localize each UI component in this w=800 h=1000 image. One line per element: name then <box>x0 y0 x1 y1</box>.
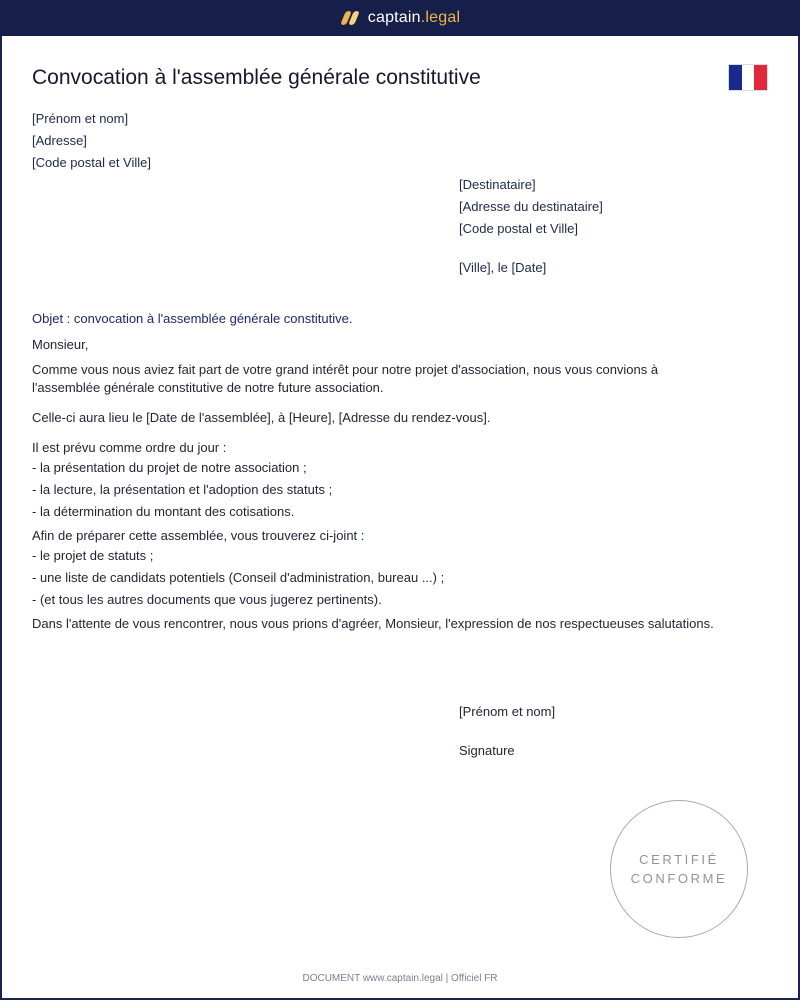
brand-tld: .legal <box>420 9 461 26</box>
brand-name: captain <box>367 9 421 26</box>
top-bar <box>0 0 800 36</box>
sender-block <box>32 108 151 174</box>
document-sheet <box>2 36 798 998</box>
document-title: Convocation à l'assemblée générale constitutive <box>32 66 481 89</box>
list-item: - (et tous les autres documents que vous jugerez pertinents). <box>32 592 382 607</box>
attachments-intro: Afin de préparer cette assemblée, vous trouverez ci-joint : <box>32 528 365 543</box>
agenda-intro: Il est prévu comme ordre du jour : <box>32 440 227 455</box>
list-item: - une liste de candidats potentiels (Conseil d'administration, bureau ...) ; <box>32 570 445 585</box>
sender-address: [Adresse] <box>32 133 87 148</box>
signoff-name: [Prénom et nom] <box>459 704 556 719</box>
flag-white-band <box>742 65 755 90</box>
letter-body <box>32 310 722 645</box>
salutation: Monsieur, <box>32 337 89 352</box>
list-item: - la présentation du projet de notre association ; <box>32 460 307 475</box>
recipient-city: [Code postal et Ville] <box>459 221 578 236</box>
document-footer: DOCUMENT www.captain.legal | Officiel FR <box>302 973 498 984</box>
meeting-paragraph: Celle-ci aura lieu le [Date de l'assemblée], à [Heure], [Adresse du rendez-vous]. <box>32 410 491 425</box>
attachments-list <box>32 545 722 611</box>
sender-name: [Prénom et nom] <box>32 111 129 126</box>
subject-line: Objet : convocation à l'assemblée générale constitutive. <box>32 311 353 326</box>
certified-stamp <box>610 800 748 938</box>
recipient-name: [Destinataire] <box>459 177 536 192</box>
brand-mark-icon <box>340 10 360 26</box>
signature-label: Signature <box>459 743 515 758</box>
closing-paragraph: Dans l'attente de vous rencontrer, nous vous prions d'agréer, Monsieur, l'expression de nos respectueuses salutations. <box>32 616 714 631</box>
recipient-address: [Adresse du destinataire] <box>459 199 603 214</box>
recipient-block <box>459 174 603 240</box>
list-item: - le projet de statuts ; <box>32 548 154 563</box>
signoff-block <box>459 701 555 762</box>
list-item: - la détermination du montant des cotisations. <box>32 504 295 519</box>
flag-red-band <box>754 65 767 90</box>
intro-paragraph: Comme vous nous aviez fait part de votre grand intérêt pour notre projet d'association, nous vous convions à l'assemblée générale constitutive de notre future association. <box>32 362 659 395</box>
flag-blue-band <box>729 65 742 90</box>
stamp-line-1: CERTIFIÉ <box>639 852 719 867</box>
sender-city: [Code postal et Ville] <box>32 155 151 170</box>
brand-text <box>368 9 460 27</box>
brand-logo[interactable] <box>340 9 460 27</box>
place-date: [Ville], le [Date] <box>459 260 547 275</box>
list-item: - la lecture, la présentation et l'adoption des statuts ; <box>32 482 333 497</box>
stamp-line-2: CONFORME <box>630 871 728 886</box>
france-flag-icon <box>729 65 767 90</box>
agenda-list <box>32 457 722 523</box>
